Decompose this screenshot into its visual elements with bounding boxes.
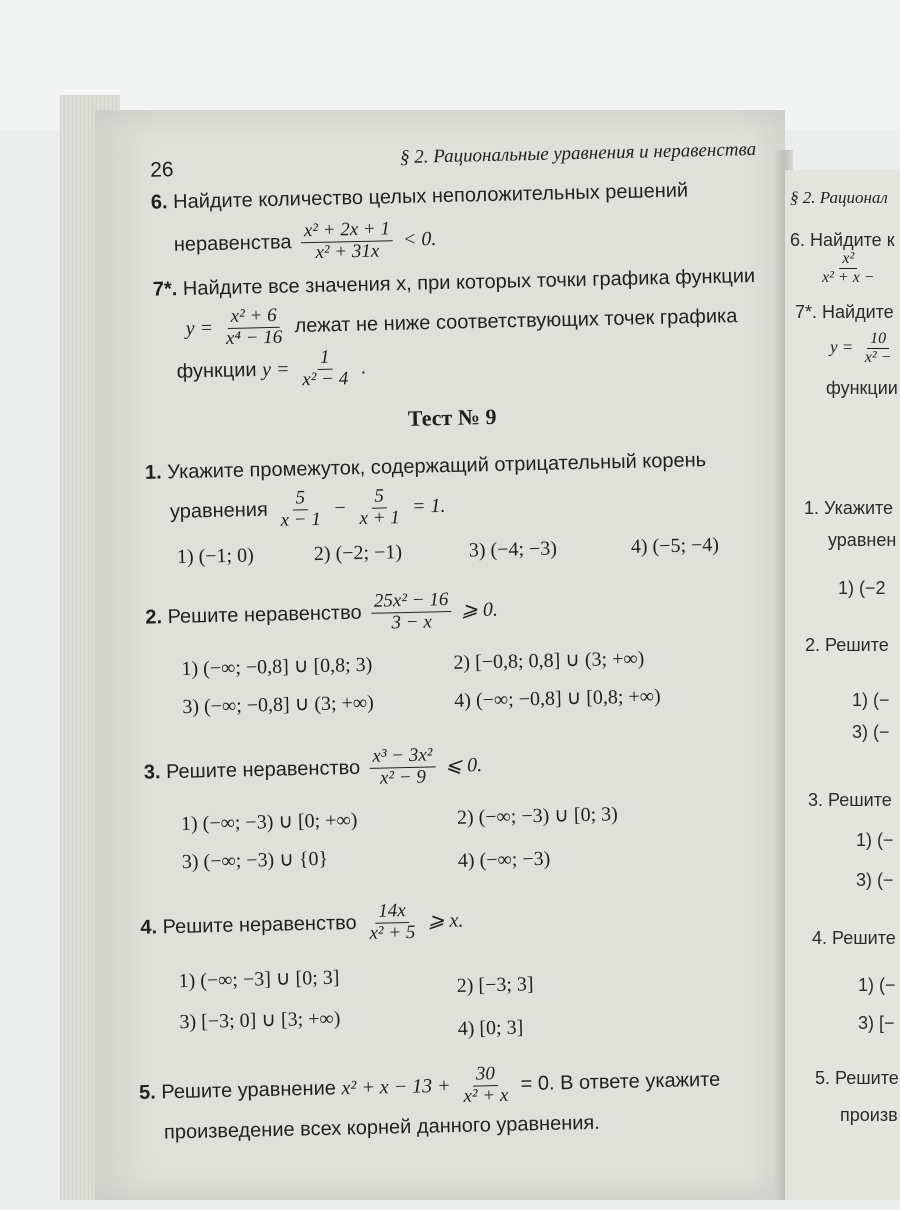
task-7-end: . (360, 356, 367, 379)
q1-option-1: 1) (−1; 0) (176, 544, 255, 569)
q4-line (140, 900, 464, 950)
q2-option-4: 4) (−∞; −0,8] ∪ [0,8; +∞) (454, 685, 661, 712)
task-6-suffix: < 0. (402, 227, 437, 251)
right-task-7-num: 10 (867, 330, 889, 349)
q2-option-2: 2) [−0,8; 0,8] ∪ (3; +∞) (453, 647, 645, 674)
q4-option-1: 1) (−∞; −3] ∪ [0; 3] (178, 966, 340, 993)
right-q4-option-3: 3) [− (858, 1013, 895, 1033)
right-task-7: 7*. Найдите (795, 302, 894, 322)
right-q1-option: 1) (−2 (838, 578, 886, 598)
right-task-7-y: y = (830, 337, 854, 357)
q1-numerator-1: 5 (292, 488, 308, 510)
q5-line-2: произведение всех корней данного уравнения. (163, 1111, 601, 1144)
right-q3-option-3: 3) (− (856, 870, 894, 890)
right-q4: 4. Решите (812, 928, 896, 948)
right-q5-b: произв (840, 1105, 898, 1125)
task-7-y-eq: y = (185, 316, 214, 340)
task-6-prefix: неравенства (173, 231, 292, 256)
task-7-denominator-1: x⁴ − 16 (225, 326, 283, 349)
q2-text: Решите неравенство (167, 601, 362, 629)
running-title: § 2. Рациональные уравнения и неравенства (399, 138, 757, 169)
right-q3: 3. Решите (808, 790, 892, 810)
q5-numerator: 30 (473, 1064, 498, 1086)
q4-numerator: 14x (375, 901, 409, 924)
q5-denominator: x² + x (463, 1084, 509, 1107)
q1-label: 1. (144, 461, 162, 484)
q3-relation: ⩽ 0. (445, 753, 483, 777)
right-q1-b: уравнен (828, 530, 897, 550)
q1-denominator-1: x − 1 (280, 508, 322, 531)
test-title: Тест № 9 (407, 403, 497, 431)
q1-minus: − (332, 496, 347, 520)
q1-prefix: уравнения (169, 498, 269, 524)
q2-denominator: 3 − x (391, 611, 432, 634)
right-q4-option-1: 1) (− (858, 975, 896, 995)
q4-denominator: x² + 5 (369, 921, 416, 944)
right-q2: 2. Решите (805, 635, 889, 655)
q2-fraction (371, 590, 452, 635)
q2-numerator: 25x² − 16 (371, 590, 452, 614)
q5-rest: = 0. В ответе укажите (520, 1068, 721, 1096)
task-6-line-2 (173, 218, 436, 267)
task-7-numerator-2: 1 (317, 348, 333, 370)
q5-text: Решите уравнение (161, 1077, 337, 1104)
task-7-y-eq-2: y = (261, 358, 290, 381)
right-task-6-den: x² + x − (822, 268, 875, 286)
q1-line-2 (169, 485, 446, 534)
task-7-label: 7*. (152, 278, 178, 301)
task-7-numerator-1: x² + 6 (227, 306, 279, 329)
q2-label: 2. (145, 606, 163, 629)
q3-fraction (369, 745, 436, 789)
q5-label: 5. (138, 1081, 157, 1104)
q1-text: Укажите промежуток, содержащий отрицательный корень (167, 449, 707, 484)
right-running-title: § 2. Рационал (790, 188, 888, 207)
q1-eq: = 1. (411, 494, 446, 518)
right-task-7-func: функции (826, 378, 898, 398)
q1-fraction-1 (277, 488, 324, 532)
right-task-6-num: x² (839, 250, 857, 269)
task-7-fraction-1 (222, 306, 285, 350)
q3-line (143, 744, 482, 794)
q1-denominator-2: x + 1 (359, 507, 400, 529)
q1-option-4: 4) (−5; −4) (630, 533, 720, 558)
task-6-numerator: x² + 2x + 1 (301, 219, 394, 243)
task-6-line-1 (151, 179, 689, 214)
q2-option-1: 1) (−∞; −0,8] ∪ [0,8; 3) (181, 653, 373, 681)
q1-option-2: 2) (−2; −1) (313, 541, 403, 566)
task-7-prefix3: функции (176, 359, 257, 383)
q4-relation: ⩾ x. (427, 909, 464, 933)
q4-option-3: 3) [−3; 0] ∪ [3; +∞) (179, 1007, 341, 1034)
q3-numerator: x³ − 3x² (369, 745, 436, 768)
q1-line-1 (145, 449, 707, 485)
q3-denominator: x² − 9 (379, 766, 427, 789)
right-task-6-fraction (815, 250, 882, 286)
q1-numerator-2: 5 (371, 486, 387, 508)
right-q3-option-1: 1) (− (856, 830, 894, 850)
page-number: 26 (149, 158, 174, 182)
q2-relation: ⩾ 0. (460, 598, 499, 622)
q3-text: Решите неравенство (165, 756, 361, 784)
q4-option-4: 4) [0; 3] (457, 1016, 524, 1040)
q5-expression: x² + x − 13 + (341, 1074, 451, 1100)
q2-line (145, 589, 499, 640)
q5-line-1 (139, 1059, 721, 1115)
q1-option-3: 3) (−4; −3) (468, 537, 558, 562)
q4-fraction (366, 901, 419, 945)
task-6-fraction (301, 219, 394, 264)
task-7-line-2 (185, 295, 738, 350)
task-7-denominator-2: x² − 4 (302, 368, 349, 391)
right-task-6: 6. Найдите к (790, 230, 895, 250)
right-q1: 1. Укажите (804, 498, 894, 518)
right-q2-option-1: 1) (− (852, 690, 890, 710)
task-7-fraction-2 (299, 347, 352, 391)
task-7-line2-text: лежат не ниже соответствующих точек графика (294, 305, 738, 338)
q1-fraction-2 (356, 486, 403, 530)
q3-option-1: 1) (−∞; −3) ∪ [0; +∞) (180, 809, 358, 836)
q3-option-2: 2) (−∞; −3) ∪ [0; 3) (456, 803, 619, 829)
q3-label: 3. (143, 761, 161, 784)
task-6-denominator: x² + 31x (315, 240, 380, 263)
right-task-7-line (830, 330, 898, 366)
q3-option-3: 3) (−∞; −3) ∪ {0} (181, 847, 329, 874)
right-q2-option-3: 3) (− (852, 722, 890, 742)
right-task-7-den: x² − (864, 348, 892, 366)
q4-text: Решите неравенство (162, 911, 357, 939)
q3-option-4: 4) (−∞; −3) (457, 847, 551, 872)
q4-label: 4. (140, 916, 158, 939)
task-6-text: Найдите количество целых неположительных решений (172, 179, 689, 214)
q5-fraction (460, 1064, 512, 1108)
task-6-label: 6. (150, 191, 168, 214)
task-7-line-3 (176, 347, 366, 394)
task-7-line1-text: Найдите все значения x, при которых точки графика функции (182, 264, 756, 300)
right-q5: 5. Решите (815, 1068, 899, 1088)
q2-option-3: 3) (−∞; −0,8] ∪ (3; +∞) (182, 691, 374, 719)
q4-option-2: 2) [−3; 3] (456, 973, 534, 997)
